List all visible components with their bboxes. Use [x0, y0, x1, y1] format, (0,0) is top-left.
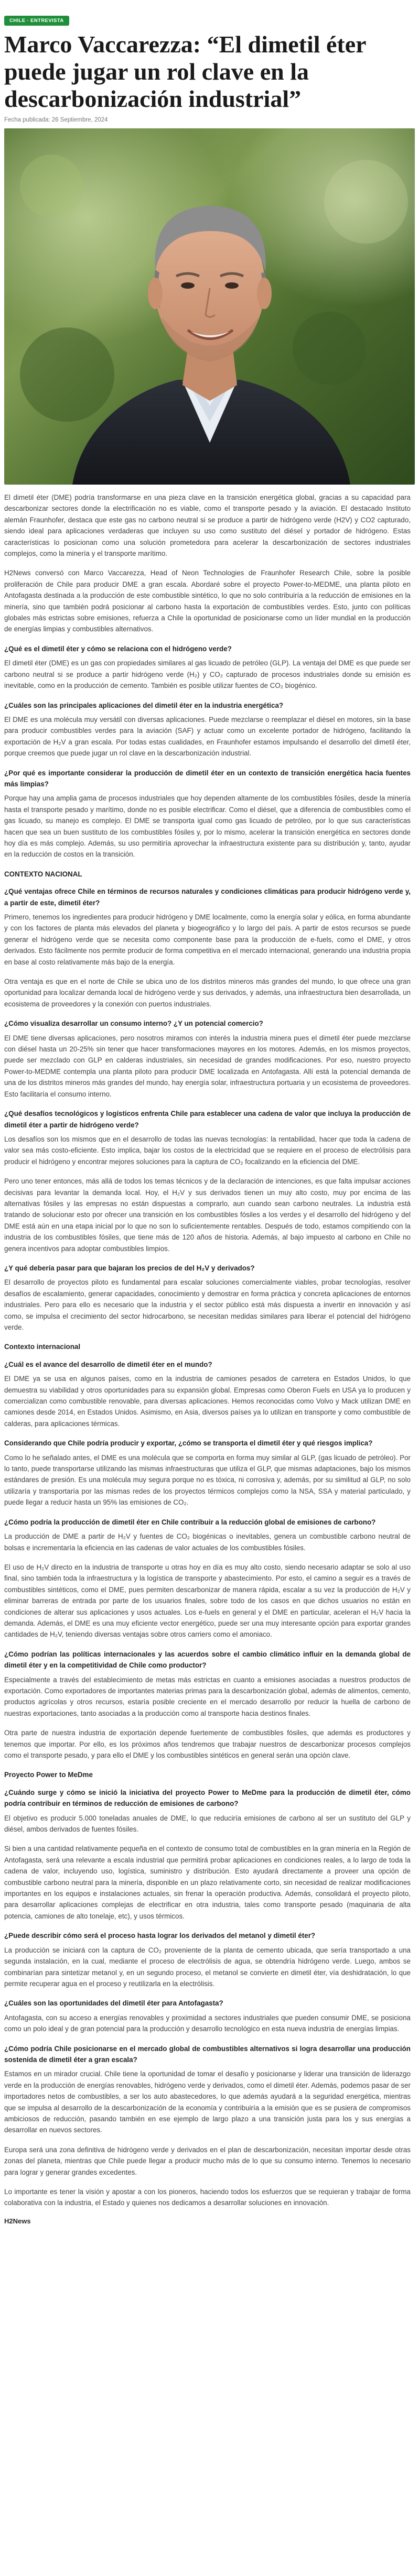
- section-heading: Contexto internacional: [4, 1343, 81, 1351]
- article-paragraph: Los desafíos son los mismos que en el desarrollo de todas las nuevas tecnologías: la rentabilidad, hacer que toda la cadena de valor sea más costo-eficiente. Esto implica, bajar los costos de la electricidad que se requiere en el proceso de electrólisis para producir el hidrógeno y encontrar mejores soluciones para la captura de CO₂ focalizando en la eficiencia del DME.: [4, 1135, 411, 1166]
- top-spacer: [4, 0, 415, 4]
- article-body: [4, 492, 411, 2209]
- interview-question: ¿Cómo podrían las políticas internacionales y las acuerdos sobre el cambio climático influir en la demanda global de dimetil éter y en la competitividad de Chile como productor?: [4, 1650, 411, 1670]
- article-paragraph: El dimetil éter (DME) podría transformarse en una pieza clave en la transición energética global, gracias a su capacidad para descarbonizar sectores donde la electrificación no es viable, como el transporte pesado y la aviación. El destacado Instituto alemán Fraunhofer, destaca que este gas no carbono neutral si se produce a partir de hidrógeno verde (H2V) y CO2 capturado, siendo ideal para aplicaciones verdaderas que incluyen su uso como sustituto del diésel y portador de hidrógeno. Estas características lo posicionan como una solución prometedora para acelerar la descarbonización de sectores industriales complejos, como la minería y el transporte marítimo.: [4, 494, 411, 558]
- article-paragraph: Europa será una zona definitiva de hidrógeno verde y derivados en el plan de descarbonización, necesitan importar desde otras zonas del planeta, mientras que Chile puede llegar a producir mucho más de lo que su consumo interno. Tenemos lo necesario para lograr y generar grandes excedentes.: [4, 2145, 411, 2176]
- article-paragraph: La producción se iniciará con la captura de CO₂ proveniente de la planta de cemento ubicada, que sería transportado a una segunda instalación, en la cual, mediante el proceso de electrólisis de agua, se obtendría hidrógeno verde. Luego, ambos se combinarían para sintetizar metanol y, en un segundo proceso, el metanol se convierte en dimetil éter, vía deshidratación, lo que permite recuperar agua en el proceso y reutilizarla en la electrólisis.: [4, 1946, 411, 1988]
- article-paragraph: El dimetil éter (DME) es un gas con propiedades similares al gas licuado de petróleo (GLP). La ventaja del DME es que puede ser carbono neutral si se produce a partir hidrógeno verde (H₂) y CO₂ capturado de procesos industriales donde su emisión es inevitable, como en la producción de cemento. También es posible utilizar fuentes de CO₂ biogénico.: [4, 659, 411, 690]
- article-paragraph: El uso de H₂V directo en la industria de transporte u otras hoy en día es muy alto costo, siendo necesario adaptar se solo al uso final, sino también toda la infraestructura y la logística de transporte y abastecimiento. Por esto, el camino a seguir es a través de combustibles sintéticos, como el DME, pues permiten descarbonizar de manera rápida, escalar a su vez la producción de H₂V y eliminar barreras de entrada por parte de los usuarios finales, sobre todo de los casos en que dichos usuarios no están en condiciones de alterar sus aplicaciones y usos actuales. Los e-fuels en general y el DME en particular, aceleran el H₂V hacia la demanda. Además, el DME es una muy eficiente vector energético, puede ser una muy interesante opción para exportar grandes cantidades de H₂V, teniendo diversas ventajas sobre otros carriers como el amoniaco.: [4, 1563, 411, 1639]
- article-paragraph: Si bien a una cantidad relativamente pequeña en el contexto de consumo total de combustibles en la gran minería en la Región de Antofagasta, será una relevante a escala industrial que permitirá probar aplicaciones en condiciones reales, a lo largo de toda la cadena de valor, incluyendo uso, logística, suministro y distribución. Esto ayudará directamente a proveer una opción de combustible carbono neutral para la minería, disponible en un plazo relativamente corto, sin necesidad de realizar modificaciones importantes en los equipos e instalaciones actuales, sin frenar la operación productiva. Además, consolidará el proyecto piloto, para desarrollar aplicaciones complejas de electrificar en otra industria, tales como transporte pesado (maquinaria de alta potencia, camiones de alto tonelaje, etc), y usos térmicos.: [4, 1845, 411, 1920]
- article-paragraph: Otra ventaja es que en el norte de Chile se ubica uno de los distritos mineros más grandes del mundo, lo que ofrece una gran oportunidad para localizar demanda local de hidrógeno verde y sus derivados, y además, una infraestructura bien desarrollada, un ecosistema de proveedores y la conexión con puertos industriales.: [4, 978, 411, 1008]
- article-paragraph: Primero, tenemos los ingredientes para producir hidrógeno y DME localmente, como la energía solar y eólica, en forma abundante y con los factores de planta más elevados del planeta y biogeográfico y lo largo del país. A partir de estos recursos se puede generar el hidrógeno verde que se necesita como componente base para la producción de e-fuels, como el DME, y otros derivados. Esto fácilmente nos permite producir de forma competitiva en el mercado internacional, generando una industria propia en base al costo relativamente más bajo de la energía.: [4, 913, 411, 966]
- interview-question: ¿Cuáles son las oportunidades del dimetil éter para Antofagasta?: [4, 1999, 223, 2008]
- section-heading: CONTEXTO NACIONAL: [4, 870, 82, 878]
- article-paragraph: El DME ya se usa en algunos países, como en la industria de camiones pesados de carretera en Estados Unidos, lo que demuestra su viabilidad y otros oportunidades para su expansión global. Empresas como Oberon Fuels en USA ya lo producen y comercializan como combustible renovable, para diversas aplicaciones. Hemos reconocidas como Volvo y Mack utilizan DME en camiones desde 2014, en Estados Unidos. Asimismo, en Asia, diversos países ya lo utilizan en transporte y como combustible de calderas, para aplicaciones térmicas.: [4, 1375, 411, 1428]
- hero-photo: [4, 128, 415, 485]
- interview-question: ¿Cómo visualiza desarrollar un consumo interno? ¿Y un potencial comercio?: [4, 1020, 263, 1028]
- article-page: [4, 0, 415, 2225]
- interview-question: ¿Qué ventajas ofrece Chile en términos de recursos naturales y condiciones climáticas para producir hidrógeno verde y, a partir de este, dimetil éter?: [4, 887, 411, 907]
- article-paragraph: Porque hay una amplia gama de procesos industriales que hoy dependen altamente de los combustibles fósiles, desde la minería hasta el transporte pesado y marítimo, donde no es posible electrificar. Como el diésel, que a diferencia de combustibles como el gas licuado, su manejo es complejo. El DME se transporta igual como gas licuado de petróleo, por lo que sus características hacen que sea un buen sustituto de los combustibles fósiles y, por lo mismo, acelerar la transición energética en sectores donde hoy día es más complejo. Además, su uso permitiría aprovechar la infraestructura existente para su distribución y, tanto, ayudar en la reducción de costos en la transición.: [4, 794, 411, 859]
- article-paragraph: Otra parte de nuestra industria de exportación depende fuertemente de combustibles fósiles, que además es productores y tenemos que importar. Por ello, es los próximos años tendremos que trabajar nuestros de descarbonizar procesos complejos como el transporte pesado, y para ello el DME y los combustibles sintéticos en general serán una opción clave.: [4, 1729, 411, 1759]
- portrait-photo: [4, 128, 415, 485]
- category-badge[interactable]: CHILE · ENTREVISTA: [4, 16, 69, 26]
- article-paragraph: Como lo he señalado antes, el DME es una molécula que se comporta en forma muy similar al GLP, (gas licuado de petróleo). Por lo tanto, puede transportarse utilizando las mismas infraestructuras que utiliza el GLP, que mismas adaptaciones, bajo los mismos estándares de presión. Es una molécula muy segura porque no es tóxica, ni corrosiva y, además, por su similitud al GLP, no solo utilizaría y transportaría por las mismas redes de los proyectos térmicos complejos como la NSA, SSA y material particulado, y puede llegar a reducir hasta un 95% las emisiones de CO₂.: [4, 1453, 411, 1507]
- interview-question: ¿Cómo podría la producción de dimetil éter en Chile contribuir a la reducción global de emisiones de carbono?: [4, 1518, 376, 1526]
- article-paragraph: El DME es una molécula muy versátil con diversas aplicaciones. Puede mezclarse o reemplazar el diésel en motores, sin la base para producir combustibles verdes para la aviación (SAF) y actuar como un excelente portador de hidrógeno, facilitando la exportación de H₂V a gran escala. Por todas estas cualidades, en Fraunhofer estamos impulsando el desarrollo del dimetil éter, porque creemos que puede jugar un rol clave en la descarbonización industrial.: [4, 715, 411, 758]
- interview-question: ¿Cuáles son las principales aplicaciones del dimetil éter en la industria energética?: [4, 701, 284, 709]
- interview-question: ¿Qué desafíos tecnológicos y logísticos enfrenta Chile para establecer una cadena de valor que incluya la producción de dimetil éter a partir de hidrógeno verde?: [4, 1110, 411, 1129]
- article-paragraph: Especialmente a través del establecimiento de metas más estrictas en cuanto a emisiones asociadas a nuestros productos de exportación. Como exportadores de importantes materias primas para la descarbonización global, además de alimentos, cemento, productos agrícolas y otros recursos, estaría posible creciente en el mercado desarrollo por reducir la huella de carbono de nuestras exportaciones, tanto asociadas a la producción como al transporte hacia destinos finales.: [4, 1675, 411, 1717]
- interview-question: ¿Cómo podría Chile posicionarse en el mercado global de combustibles alternativos si logra desarrollar una producción sostenida de dimetil éter a gran escala?: [4, 2044, 411, 2064]
- article-paragraph: Estamos en un mirador crucial. Chile tiene la oportunidad de tomar el desafío y posicionarse y liderar una transición de liderazgo verde en la producción de energías renovables, hidrógeno verde y derivados, como el dimetil éter. Además, podemos pasar de ser importadores netos de combustibles, a ser los auto abastecedores, lo que además ayudará a la seguridad energética, mientras que se impulsa al desarrollo de la descarbonización de la economía y contribuiría a la emisión que es se pusiera de compromisos ambiciosos de reducción, pasando también en ese ejemplo de largo plazo a una transición justa para los y sus energías a desarrollar en nuevos sectores.: [4, 2070, 411, 2134]
- article-paragraph: Pero uno tener entonces, más allá de todos los temas técnicos y de la declaración de intenciones, es que falta impulsar acciones decisivas para levantar la demanda local. Hoy, el H₂V y sus derivados tienen un muy alto costo, muy por encima de las alternativas fósiles y las empresas no están dispuestas a comprarlo, aun cuando sean carbono neutrales. La industria está tratando de solucionar esto por ofrecer una transición en los combustibles fósiles a los verdes y el desarrollo del hidrógeno y del DME está aún en una etapa inicial por lo que no son lo suficientemente rentables. Después de todo, estamos compitiendo con la industria de los combustibles fósiles, que tiene más de 120 años de historia. Además, al bajo impuesto al carbono en Chile no genera incentivos para adoptar combustibles limpios.: [4, 1177, 411, 1253]
- article-paragraph: La producción de DME a partir de H₂V y fuentes de CO₂ biogénicas o inevitables, genera un combustible carbono neutral de bolsas e incrementaría la eficiencia en las cadenas de valor actuales de los combustibles fósiles.: [4, 1532, 411, 1552]
- article-title: Marco Vaccarezza: “El dimetil éter puede jugar un rol clave en la descarbonización industrial”: [4, 31, 366, 112]
- footer-brand[interactable]: H2News: [4, 2217, 31, 2225]
- article-paragraph: El desarrollo de proyectos piloto es fundamental para escalar soluciones comercialmente viables, probar tecnologías, resolver desafíos de escalamiento, generar capacidades, conocimiento y demostrar en forma práctica y concreta aplicaciones de entornos industriales. Pero para ello es necesario que la industria y el sector público está más dispuesta a invertir en innovación y así como, se impulsa el crecimiento del sector hidrocarbono, se necesitan medidas similares para liberar el potencial del hidrógeno verde.: [4, 1278, 411, 1331]
- interview-question: ¿Puede describir cómo será el proceso hasta lograr los derivados del metanol y dimetil éter?: [4, 1932, 316, 1940]
- article-paragraph: Lo importante es tener la visión y apostar a con los pioneros, haciendo todos los esfuerzos que se requieran y trabajar de forma colaborativa con la industria, el Estado y quienes nos dedicamos a desarrollar soluciones en innovación.: [4, 2188, 411, 2207]
- interview-question: ¿Por qué es importante considerar la producción de dimetil éter en un contexto de transición energética hacia fuentes más limpias?: [4, 769, 411, 788]
- article-paragraph: El DME tiene diversas aplicaciones, pero nosotros miramos con interés la industria minera pues el dimetil éter puede mezclarse con diésel hasta un 20-25% sin tener que hacer transformaciones mayores en los motores. Además, en los mismos proyectos, puede ser mezclado con GLP en calderas industriales, sin necesidad de grandes modificaciones. Por eso, nuestro proyecto Power-to-MEDME contempla una planta piloto para producir DME localizada en Antofagasta. Allí está la potencial demanda de una de los distritos mineros más grandes del mundo, hay energía solar, infraestructura portuaria y un ecosistema de proveedores. Esto facilitaría el consumo interno.: [4, 1034, 411, 1098]
- interview-question: ¿Qué es el dimetil éter y cómo se relaciona con el hidrógeno verde?: [4, 644, 232, 653]
- interview-question: ¿Y qué debería pasar para que bajaran los precios de del H₂V y derivados?: [4, 1264, 255, 1272]
- interview-question: Considerando que Chile podría producir y exportar, ¿cómo se transporta el dimetil éter y qué riesgos implica?: [4, 1439, 373, 1448]
- interview-question: ¿Cuándo surge y cómo se inició la iniciativa del proyecto Power to MeDme para la producción de dimetil éter, cómo podría contribuir en términos de reducción de emisiones de carbono?: [4, 1788, 411, 1808]
- article-paragraph: El objetivo es producir 5.000 toneladas anuales de DME, lo que reduciría emisiones de carbono al ser un sustituto del GLP y diésel, ambos derivados de fuentes fósiles.: [4, 1814, 411, 1834]
- section-heading: Proyecto Power to MeDme: [4, 1771, 93, 1779]
- article-paragraph: Antofagasta, con su acceso a energías renovables y proximidad a sectores industriales que pueden consumir DME, se posiciona como un polo ideal y de gran potencial para la producción y desarrollo tecnológico en esta nueva industria de energías limpias.: [4, 2013, 411, 2033]
- interview-question: ¿Cuál es el avance del desarrollo de dimetil éter en el mundo?: [4, 1360, 212, 1368]
- article-paragraph: H2News conversó con Marco Vaccarezza, Head of Neon Technologies de Fraunhofer Research Chile, sobre la posible proliferación de Chile para producir DME a gran escala. Abordaré sobre el proyecto Power-to-MEDME, una planta piloto en Antofagasta destinada a la producción de este combustible sintético, lo que no solo contribuiría a la reducción de emisiones en la minería, sino que también podrá posicionar al carbono hasta la exportación de combustibles verdes. Esto, junto con políticas globales más estrictas sobre emisiones, refuerza a Chile la oportunidad de posicionarse como un líder mundial en la producción de energías limpias y combustibles alternativos.: [4, 569, 411, 633]
- publish-date: Fecha publicada: 26 Septiembre, 2024: [4, 117, 108, 123]
